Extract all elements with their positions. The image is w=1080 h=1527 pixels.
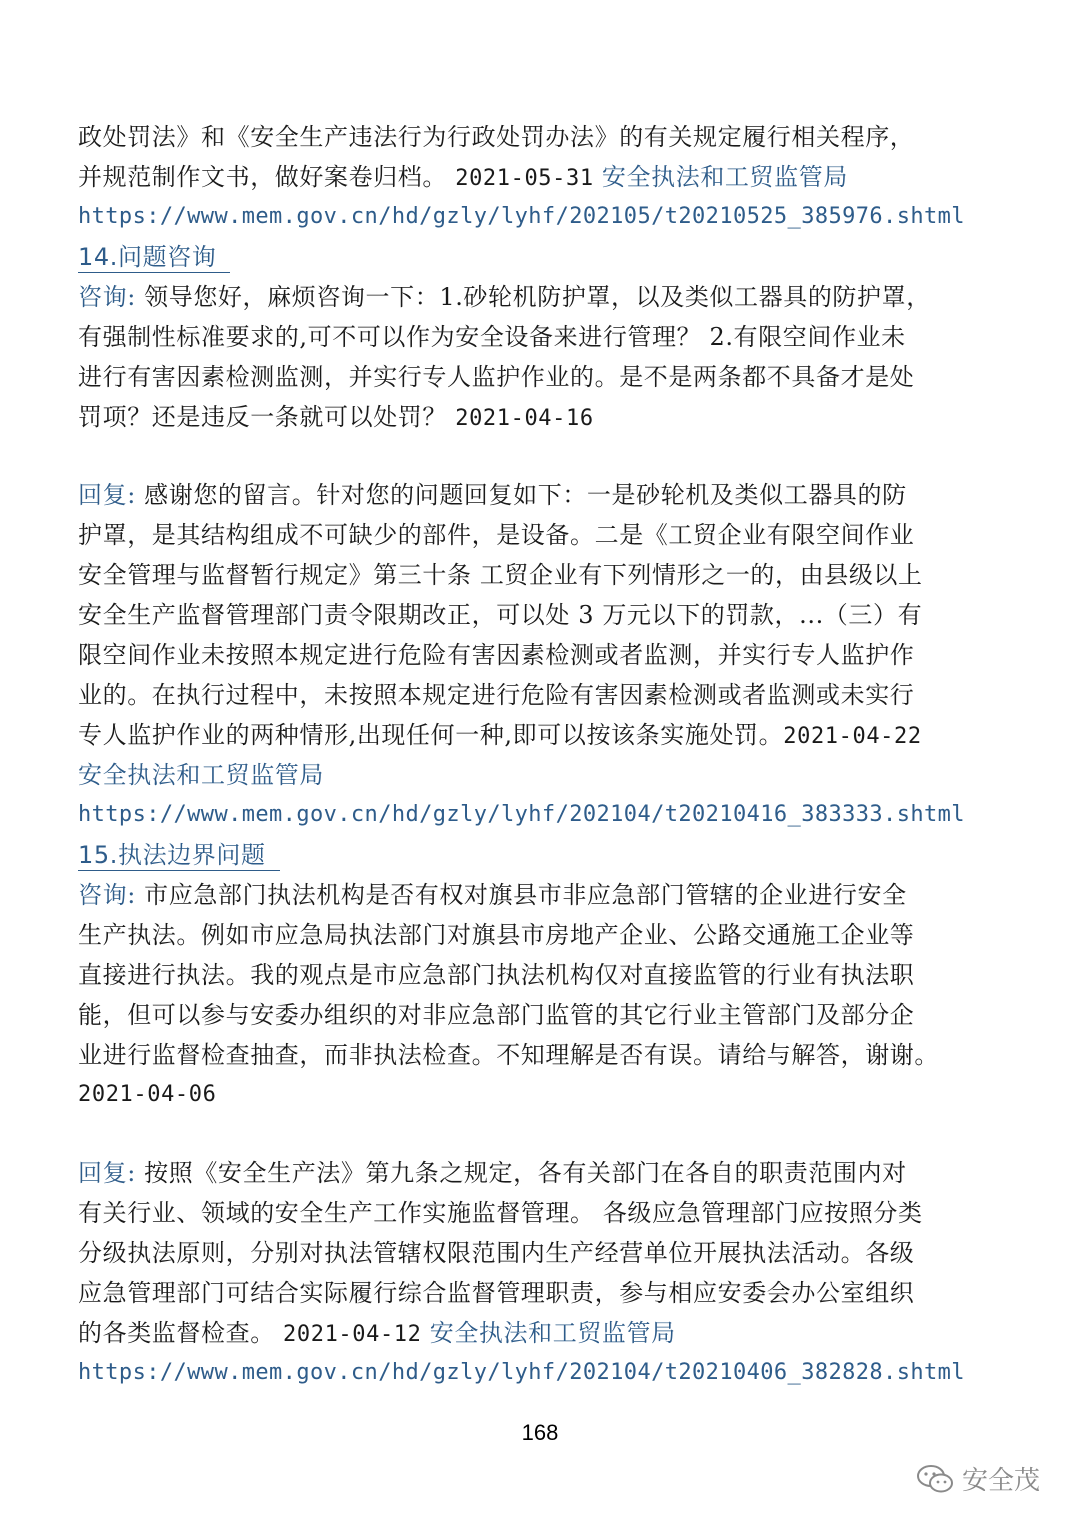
answer-text: 感谢您的留言。针对您的问题回复如下：一是砂轮机及类似工器具的防 bbox=[144, 481, 907, 509]
answer-date: 2021-04-22 bbox=[783, 724, 922, 749]
question-line: 能，但可以参与安委办组织的对非应急部门监管的其它行业主管部门及部分企 bbox=[78, 1001, 915, 1029]
section-heading: 15.执法边界问题 bbox=[78, 840, 280, 871]
answer-line: 安全生产监督管理部门责令限期改正，可以处 3 万元以下的罚款，...（三）有 bbox=[78, 601, 923, 629]
body-text: 并规范制作文书，做好案卷归档。 bbox=[78, 163, 447, 191]
reply-date: 2021-05-31 bbox=[455, 166, 594, 191]
paragraph-line: 政处罚法》和《安全生产违法行为行政处罚办法》的有关规定履行相关程序， bbox=[78, 123, 915, 151]
document-body bbox=[78, 117, 1008, 1393]
answer-line bbox=[78, 715, 1008, 755]
question-text: 领导您好，麻烦咨询一下：1.砂轮机防护罩，以及类似工器具的防护罩， bbox=[144, 283, 931, 311]
watermark-text: 安全茂 bbox=[961, 1466, 1040, 1496]
answer-label: 回复: bbox=[78, 1159, 136, 1187]
question-label: 咨询: bbox=[78, 283, 136, 311]
answer-line bbox=[78, 475, 1008, 515]
answer-line bbox=[78, 1313, 1008, 1353]
question-line: 直接进行执法。我的观点是市应急部门执法机构仅对直接监管的行业有执法职 bbox=[78, 961, 915, 989]
answer-line: 护罩，是其结构组成不可缺少的部件，是设备。二是《工贸企业有限空间作业 bbox=[78, 521, 915, 549]
source-department: 安全执法和工贸监管局 bbox=[429, 1319, 676, 1347]
spacer bbox=[78, 437, 1008, 475]
answer-text: 专人监护作业的两种情形,出现任何一种,即可以按该条实施处罚。 bbox=[78, 721, 784, 749]
answer-line: 业的。在执行过程中，未按照本规定进行危险有害因素检测或者监测或未实行 bbox=[78, 681, 915, 709]
question-line: 有强制性标准要求的,可不可以作为安全设备来进行管理？ 2.有限空间作业未 bbox=[78, 323, 906, 351]
source-department: 安全执法和工贸监管局 bbox=[78, 761, 324, 789]
spacer bbox=[78, 1115, 1008, 1153]
answer-label: 回复: bbox=[78, 481, 136, 509]
page-number: 168 bbox=[521, 1420, 559, 1445]
question-line: 生产执法。例如市应急局执法部门对旗县市房地产企业、公路交通施工企业等 bbox=[78, 921, 915, 949]
source-department: 安全执法和工贸监管局 bbox=[601, 163, 848, 191]
question-line: 业进行监督检查抽查，而非执法检查。不知理解是否有误。请给与解答，谢谢。 bbox=[78, 1041, 939, 1069]
answer-line: 应急管理部门可结合实际履行综合监督管理职责，参与相应安委会办公室组织 bbox=[78, 1279, 915, 1307]
question-line: 进行有害因素检测监测，并实行专人监护作业的。是不是两条都不具备才是处 bbox=[78, 363, 915, 391]
wechat-icon bbox=[916, 1464, 954, 1494]
answer-text: 的各类监督检查。 bbox=[78, 1319, 275, 1347]
source-link[interactable]: https://www.mem.gov.cn/hd/gzly/lyhf/202104/t20210406_382828.shtml bbox=[78, 1360, 965, 1385]
question-line bbox=[78, 397, 1008, 437]
answer-line: 分级执法原则，分别对执法管辖权限范围内生产经营单位开展执法活动。各级 bbox=[78, 1239, 915, 1267]
answer-line: 限空间作业未按照本规定进行危险有害因素检测或者监测，并实行专人监护作 bbox=[78, 641, 915, 669]
answer-line: 有关行业、领域的安全生产工作实施监督管理。 各级应急管理部门应按照分类 bbox=[78, 1199, 923, 1227]
source-link[interactable]: https://www.mem.gov.cn/hd/gzly/lyhf/202105/t20210525_385976.shtml bbox=[78, 204, 965, 229]
section-heading-row bbox=[78, 237, 1008, 277]
section-heading-row bbox=[78, 835, 1008, 875]
answer-text: 按照《安全生产法》第九条之规定，各有关部门在各自的职责范围内对 bbox=[144, 1159, 907, 1187]
answer-date: 2021-04-12 bbox=[283, 1322, 422, 1347]
question-text: 市应急部门执法机构是否有权对旗县市非应急部门管辖的企业进行安全 bbox=[144, 881, 907, 909]
watermark bbox=[916, 1460, 1040, 1497]
source-link[interactable]: https://www.mem.gov.cn/hd/gzly/lyhf/202104/t20210416_383333.shtml bbox=[78, 802, 965, 827]
question-text: 罚项？还是违反一条就可以处罚？ bbox=[78, 403, 447, 431]
question-date: 2021-04-06 bbox=[78, 1082, 217, 1107]
answer-line bbox=[78, 1153, 1008, 1193]
question-label: 咨询: bbox=[78, 881, 136, 909]
question-line bbox=[78, 277, 1008, 317]
paragraph-line bbox=[78, 157, 1008, 197]
question-line bbox=[78, 875, 1008, 915]
answer-line: 安全管理与监督暂行规定》第三十条 工贸企业有下列情形之一的，由县级以上 bbox=[78, 561, 923, 589]
section-heading: 14.问题咨询 bbox=[78, 242, 230, 273]
question-date: 2021-04-16 bbox=[455, 406, 594, 431]
